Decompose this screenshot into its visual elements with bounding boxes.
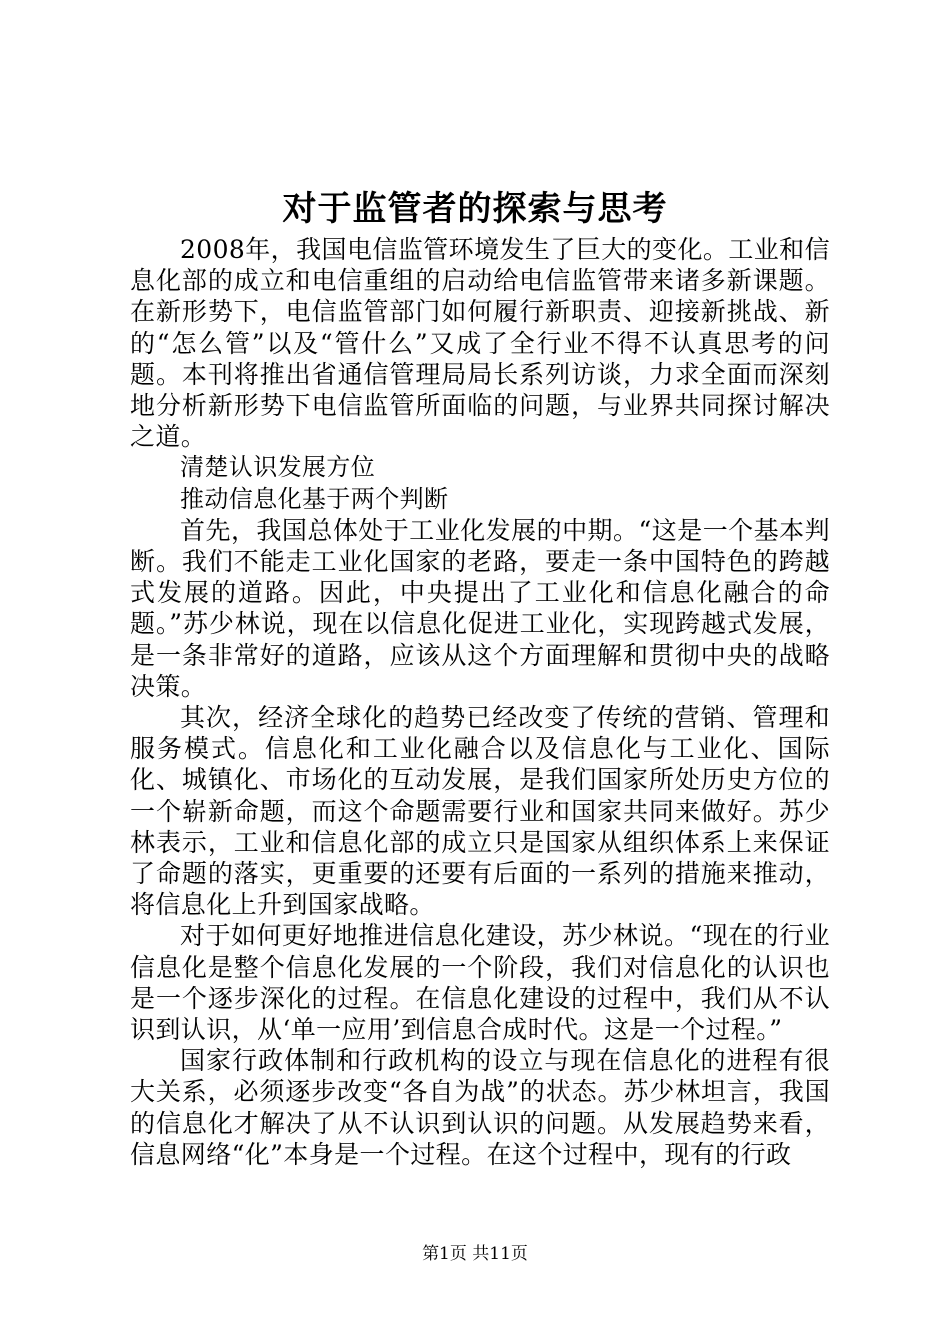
paragraph-third: 对于如何更好地推进信息化建设，苏少林说。“现在的行业信息化是整个信息化发展的一个阶段，我们对信息化的认识也是一个逐步深化的过程。在信息化建设的过程中，我们从不认识到认识，从‘单一应用’到信息合成时代。这是一个过程。” bbox=[130, 921, 830, 1045]
paragraph-fourth: 国家行政体制和行政机构的设立与现在信息化的进程有很大关系，必须逐步改变“各自为战”的状态。苏少林坦言，我国的信息化才解决了从不认识到认识的问题。从发展趋势来看，信息网络“化”本身是一个过程。在这个过程中，现有的行政 bbox=[130, 1046, 830, 1169]
section-heading: 清楚认识发展方位 bbox=[180, 453, 376, 482]
document-body bbox=[130, 234, 830, 1170]
subsection-heading: 推动信息化基于两个判断 bbox=[180, 484, 449, 513]
paragraph-first: 首先，我国总体处于工业化发展的中期。“这是一个基本判断。我们不能走工业化国家的老路，要走一条中国特色的跨越式发展的道路。因此，中央提出了工业化和信息化融合的命题。”苏少林说，现在以信息化促进工业化，实现跨越式发展，是一条非常好的道路，应该从这个方面理解和贯彻中央的战略决策。 bbox=[130, 515, 830, 701]
document-title: 对于监管者的探索与思考 bbox=[282, 189, 668, 229]
paragraph-intro: 2008年，我国电信监管环境发生了巨大的变化。工业和信息化部的成立和电信重组的启动给电信监管带来诸多新课题。在新形势下，电信监管部门如何履行新职责、迎接新挑战、新的“怎么管”以及“管什么”又成了全行业不得不认真思考的问题。本刊将推出省通信管理局局长系列访谈，力求全面而深刻地分析新形势下电信监管所面临的问题，与业界共同探讨解决之道。 bbox=[130, 235, 830, 452]
paragraph-second: 其次，经济全球化的趋势已经改变了传统的营销、管理和服务模式。信息化和工业化融合以及信息化与工业化、国际化、城镇化、市场化的互动发展，是我们国家所处历史方位的一个崭新命题，而这个命题需要行业和国家共同来做好。苏少林表示，工业和信息化部的成立只是国家从组织体系上来保证了命题的落实，更重要的还要有后面的一系列的措施来推动，将信息化上升到国家战略。 bbox=[130, 703, 830, 920]
page-number-footer: 第1页 共11页 bbox=[422, 1244, 528, 1264]
